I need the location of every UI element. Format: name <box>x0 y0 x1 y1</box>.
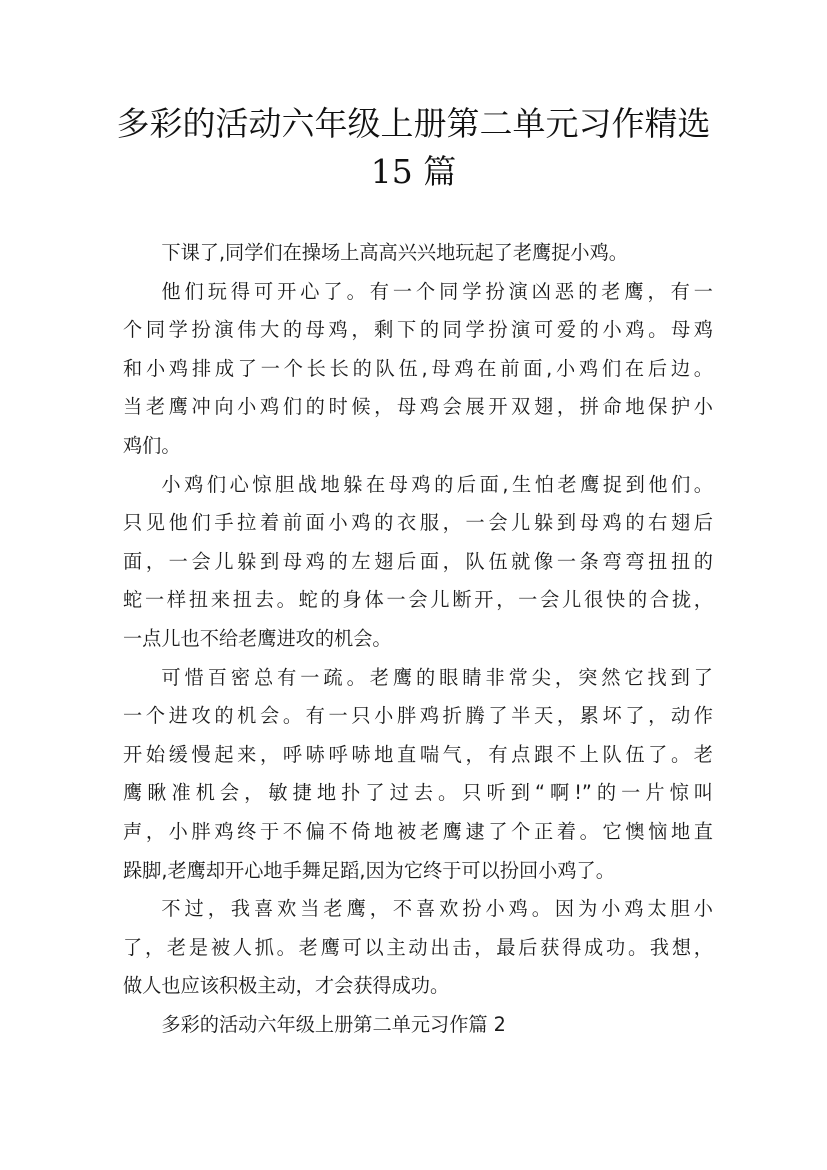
paragraph-line: 鹰瞅准机会，敏捷地扑了过去。只听到“啊!”的一片惊叫 <box>123 781 713 805</box>
paragraph <box>123 659 713 891</box>
paragraph-line: 个同学扮演伟大的母鸡，剩下的同学扮演可爱的小鸡。母鸡 <box>123 318 713 342</box>
paragraph <box>123 273 713 466</box>
document-body <box>123 234 713 1044</box>
paragraph-line: 鸡们。 <box>123 433 181 457</box>
paragraph-line: 开始缓慢起来，呼哧呼哧地直喘气，有点跟不上队伍了。老 <box>123 742 713 766</box>
paragraph-line: 蛇一样扭来扭去。蛇的身体一会儿断开，一会儿很快的合拢， <box>123 588 713 612</box>
paragraph <box>123 1006 713 1045</box>
title-line-2: 15 篇 <box>370 152 457 191</box>
paragraph <box>123 466 713 659</box>
title-line-1: 多彩的活动六年级上册第二单元习作精选 <box>116 104 711 143</box>
paragraph-line: 小鸡们心惊胆战地躲在母鸡的后面,生怕老鹰捉到他们。 <box>161 472 713 496</box>
paragraph-line: 一点儿也不给老鹰进攻的机会。 <box>123 626 392 650</box>
paragraph-line: 做人也应该积极主动，才会获得成功。 <box>123 974 450 998</box>
paragraph-line: 下课了,同学们在操场上高高兴兴地玩起了老鹰捉小鸡。 <box>161 241 628 264</box>
paragraph-line: 和小鸡排成了一个长长的队伍,母鸡在前面,小鸡们在后边。 <box>123 356 713 380</box>
document-title <box>100 100 727 196</box>
paragraph-line: 声，小胖鸡终于不偏不倚地被老鹰逮了个正着。它懊恼地直 <box>123 819 713 843</box>
paragraph-line: 跺脚,老鹰却开心地手舞足蹈,因为它终于可以扮回小鸡了。 <box>123 858 615 882</box>
paragraph-line: 一个进攻的机会。有一只小胖鸡折腾了半天，累坏了，动作 <box>123 704 713 728</box>
paragraph-line: 了，老是被人抓。老鹰可以主动出击，最后获得成功。我想， <box>123 935 713 959</box>
paragraph-line: 只见他们手拉着前面小鸡的衣服，一会儿躲到母鸡的右翅后 <box>123 511 713 535</box>
paragraph-line: 不过，我喜欢当老鹰，不喜欢扮小鸡。因为小鸡太胆小 <box>161 897 713 921</box>
paragraph-line: 面，一会儿躲到母鸡的左翅后面，队伍就像一条弯弯扭扭的 <box>123 549 713 573</box>
paragraph <box>123 234 713 273</box>
paragraph-line: 他们玩得可开心了。有一个同学扮演凶恶的老鹰，有一 <box>161 279 713 303</box>
paragraph <box>123 890 713 1006</box>
paragraph-line: 多彩的活动六年级上册第二单元习作篇 2 <box>161 1012 506 1036</box>
paragraph-line: 可惜百密总有一疏。老鹰的眼睛非常尖，突然它找到了 <box>161 665 713 689</box>
paragraph-line: 当老鹰冲向小鸡们的时候，母鸡会展开双翅，拼命地保护小 <box>123 395 713 419</box>
